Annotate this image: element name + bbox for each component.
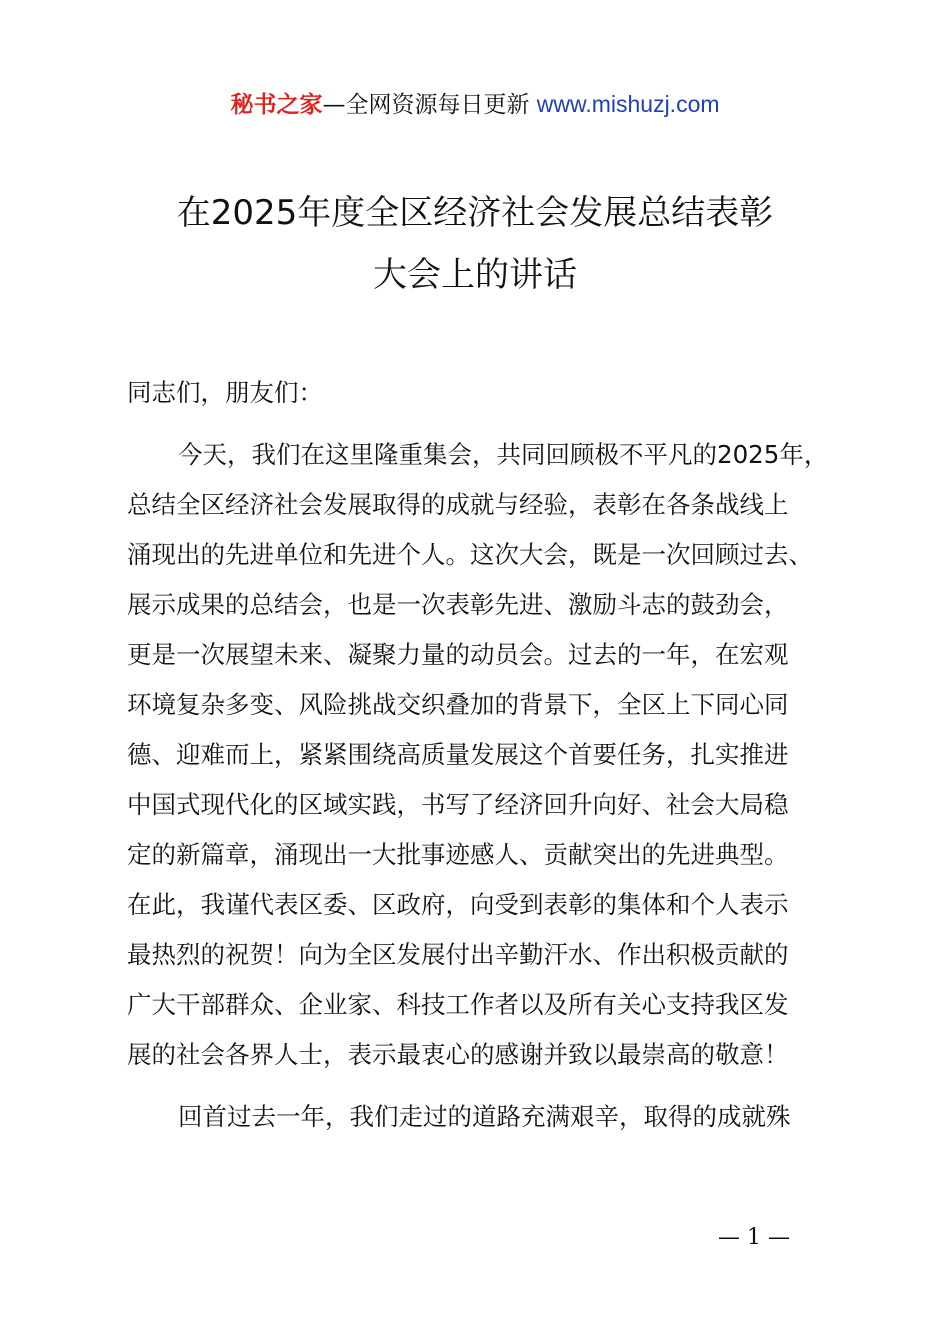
paragraph-line: 在此，我谨代表区委、区政府，向受到表彰的集体和个人表示 — [127, 890, 789, 919]
page-number: — 1 — — [718, 1225, 790, 1250]
document-title — [0, 182, 950, 306]
paragraph-2 — [127, 1092, 847, 1142]
paragraph-line: 环境复杂多变、风险挑战交织叠加的背景下，全区上下同心同 — [127, 690, 789, 719]
paragraph-line: 定的新篇章，涌现出一大批事迹感人、贡献突出的先进典型。 — [127, 840, 789, 869]
paragraph-line: 总结全区经济社会发展取得的成就与经验，表彰在各条战线上 — [127, 490, 789, 519]
paragraph-line: 涌现出的先进单位和先进个人。这次大会，既是一次回顾过去、 — [127, 540, 813, 569]
paragraph-line: 最热烈的祝贺！向为全区发展付出辛勤汗水、作出积极贡献的 — [127, 940, 789, 969]
paragraph-line: 广大干部群众、企业家、科技工作者以及所有关心支持我区发 — [127, 990, 789, 1019]
title-line-1: 在2025年度全区经济社会发展总结表彰 — [176, 193, 774, 233]
title-line-2: 大会上的讲话 — [373, 255, 577, 295]
site-header — [0, 86, 950, 123]
paragraph-line: 德、迎难而上，紧紧围绕高质量发展这个首要任务，扎实推进 — [127, 740, 789, 769]
paragraph-line: 展的社会各界人士，表示最衷心的感谢并致以最崇高的敬意！ — [127, 1040, 789, 1069]
paragraph-line: 今天，我们在这里隆重集会，共同回顾极不平凡的2025年， — [178, 440, 829, 469]
salutation: 同志们，朋友们： — [127, 378, 323, 407]
site-url-link[interactable]: www.mishuzj.com — [536, 91, 720, 117]
paragraph-line: 更是一次展望未来、凝聚力量的动员会。过去的一年，在宏观 — [127, 640, 789, 669]
header-slogan: —全网资源每日更新 — [322, 92, 537, 118]
paragraph-line: 中国式现代化的区域实践，书写了经济回升向好、社会大局稳 — [127, 790, 789, 819]
paragraph-line: 回首过去一年，我们走过的道路充满艰辛，取得的成就殊 — [178, 1102, 791, 1131]
paragraph-1 — [127, 430, 847, 1080]
brand-name: 秘书之家 — [230, 92, 323, 118]
paragraph-line: 展示成果的总结会，也是一次表彰先进、激励斗志的鼓劲会， — [127, 590, 789, 619]
